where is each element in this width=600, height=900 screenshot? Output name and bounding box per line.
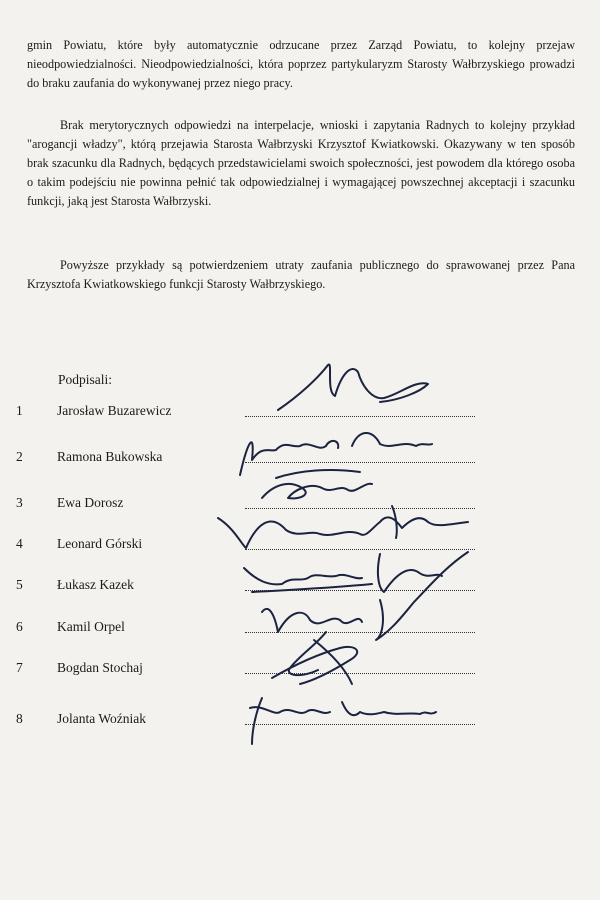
signature-line xyxy=(245,549,475,550)
signatory-row xyxy=(0,577,600,607)
signatory-number: 4 xyxy=(16,536,23,551)
signatory-name: Jolanta Woźniak xyxy=(57,711,147,726)
signatory-row xyxy=(0,403,600,433)
signatory-number: 7 xyxy=(16,660,23,675)
signatory-name: Ewa Dorosz xyxy=(57,495,124,510)
signatory-name: Jarosław Buzarewicz xyxy=(57,403,172,418)
signature-line xyxy=(245,590,475,591)
signed-label: Podpisali: xyxy=(58,372,113,387)
paragraph-2: Brak merytorycznych odpowiedzi na interpelacje, wnioski i zapytania Radnych to kolejny przykład "arogancji władzy", którą przejawia Starosta Wałbrzyski Krzysztof Kwiatkowski. Okazywany w ten sposób brak szacunku dla Radnych, będących przedstawicielami swoich społeczności, jest powodem dla którego osoba o takim podejściu nie powinna pełnić tak odpowiedzialnej i wymagającej powszechnej akceptacji i szacunku funkcji, jaką jest Starosta Wałbrzyski. xyxy=(27,118,575,208)
signatory-row xyxy=(0,495,600,525)
signatory-row xyxy=(0,711,600,741)
signature-line xyxy=(245,632,475,633)
signature-line xyxy=(245,673,475,674)
signatory-number: 1 xyxy=(16,403,23,418)
signatory-name: Ramona Bukowska xyxy=(57,449,163,464)
signatory-row xyxy=(0,449,600,479)
signatory-row xyxy=(0,660,600,690)
signature-line xyxy=(245,416,475,417)
signatory-name: Łukasz Kazek xyxy=(57,577,134,592)
signature-line xyxy=(245,508,475,509)
signatory-row xyxy=(0,619,600,649)
paragraph-1: gmin Powiatu, które były automatycznie odrzucane przez Zarząd Powiatu, to kolejny przejaw nieodpowiedzialności. Nieodpowiedzialności, która poprzez partykularyzm Starosty Wałbrzyskiego prowadzi do braku zaufania do wykonywanej przez niego pracy. xyxy=(27,38,575,90)
signature-6 xyxy=(262,552,468,675)
signatory-name: Kamil Orpel xyxy=(57,619,125,634)
paragraph-3: Powyższe przykłady są potwierdzeniem utraty zaufania publicznego do sprawowanej przez Pana Krzysztofa Kwiatkowskiego funkcji Starosty Wałbrzyskiego. xyxy=(27,258,575,291)
signatory-number: 8 xyxy=(16,711,23,726)
signature-line xyxy=(245,462,475,463)
signatory-name: Leonard Górski xyxy=(57,536,143,551)
signatory-number: 5 xyxy=(16,577,23,592)
signatory-number: 3 xyxy=(16,495,23,510)
signatory-row xyxy=(0,536,600,566)
signatory-name: Bogdan Stochaj xyxy=(57,660,143,675)
signature-line xyxy=(245,724,475,725)
signatory-number: 6 xyxy=(16,619,23,634)
signatory-number: 2 xyxy=(16,449,23,464)
